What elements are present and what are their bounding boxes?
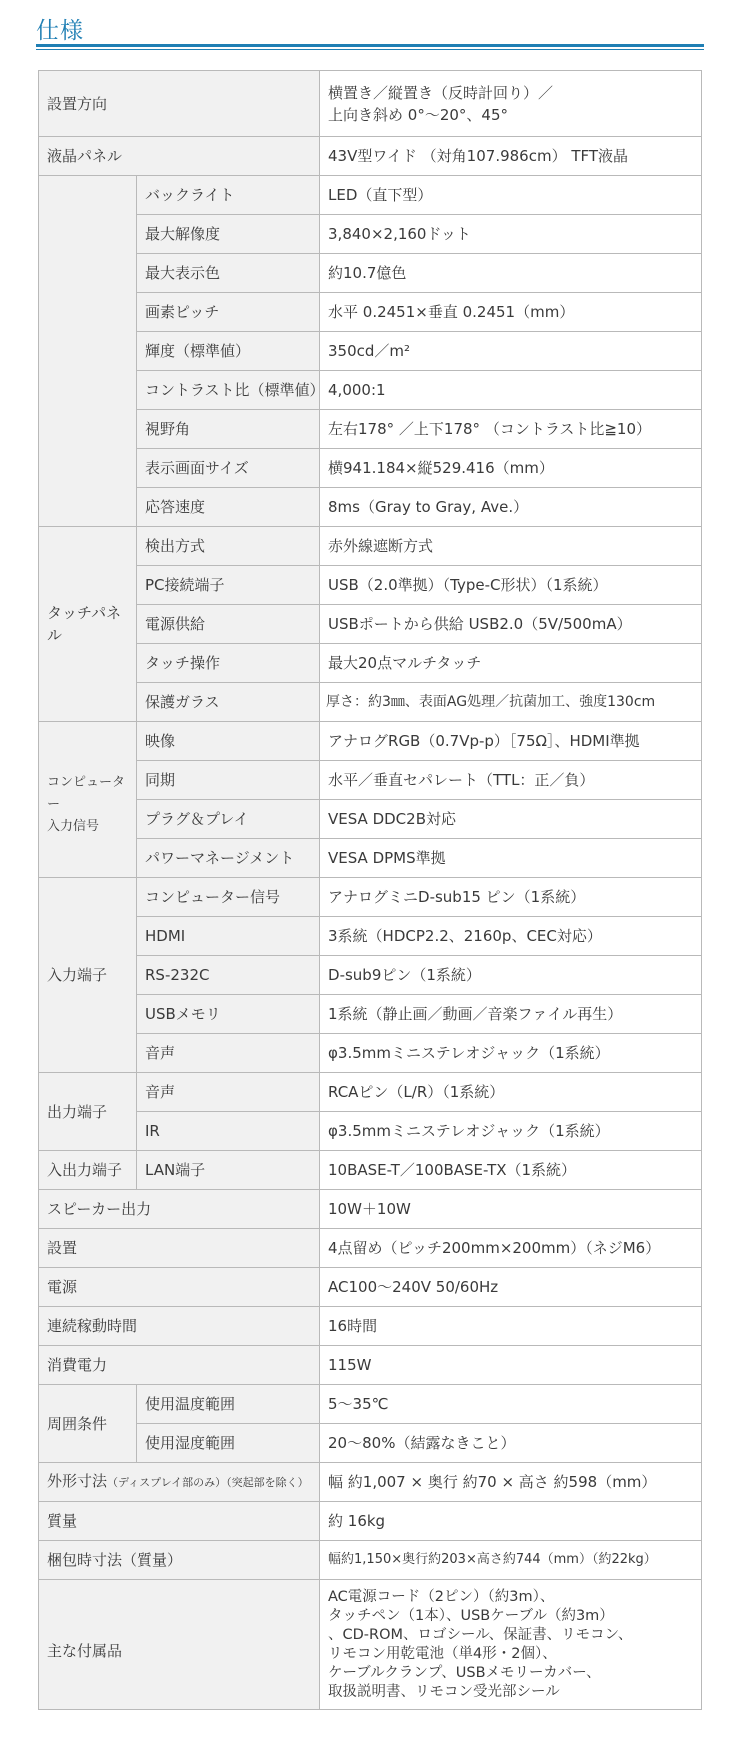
table-row — [39, 332, 702, 371]
row-label: 設置方向 — [39, 71, 320, 137]
table-row — [39, 605, 702, 644]
row-value: 4点留め（ピッチ200mm×200mm）（ネジM6） — [320, 1229, 702, 1268]
row-value: φ3.5mmミニステレオジャック（1系統） — [320, 1034, 702, 1073]
row-label: 質量 — [39, 1502, 320, 1541]
row-label: 消費電力 — [39, 1346, 320, 1385]
table-row — [39, 71, 702, 137]
row-value: D-sub9ピン（1系統） — [320, 956, 702, 995]
row-value: AC100〜240V 50/60Hz — [320, 1268, 702, 1307]
group-label: コンピューター 入力信号 — [39, 722, 137, 878]
table-row — [39, 1268, 702, 1307]
group-label-spacer — [39, 176, 137, 527]
row-value: 最大20点マルチタッチ — [320, 644, 702, 683]
row-value: 約 16kg — [320, 1502, 702, 1541]
table-row — [39, 956, 702, 995]
table-row — [39, 488, 702, 527]
table-row — [39, 722, 702, 761]
row-value: 16時間 — [320, 1307, 702, 1346]
sub-label: 視野角 — [137, 410, 320, 449]
row-value: 赤外線遮断方式 — [320, 527, 702, 566]
table-row — [39, 1307, 702, 1346]
table-row — [39, 644, 702, 683]
table-row — [39, 1424, 702, 1463]
table-row — [39, 137, 702, 176]
group-label: タッチパネル — [39, 527, 137, 722]
sub-label: 音声 — [137, 1034, 320, 1073]
title-underline-thin — [36, 49, 704, 50]
row-value: 左右178° ／上下178° （コントラスト比≧10） — [320, 410, 702, 449]
row-label: 連続稼動時間 — [39, 1307, 320, 1346]
row-value: 20〜80%（結露なきこと） — [320, 1424, 702, 1463]
sub-label: 使用湿度範囲 — [137, 1424, 320, 1463]
table-row — [39, 1346, 702, 1385]
row-label: 電源 — [39, 1268, 320, 1307]
table-row — [39, 1463, 702, 1502]
row-label: 液晶パネル — [39, 137, 320, 176]
table-row — [39, 800, 702, 839]
spec-table — [38, 70, 702, 1710]
sub-label: コントラスト比（標準値） — [137, 371, 320, 410]
sub-label: 音声 — [137, 1073, 320, 1112]
row-value: 3,840×2,160ドット — [320, 215, 702, 254]
group-label: 周囲条件 — [39, 1385, 137, 1463]
sub-label: IR — [137, 1112, 320, 1151]
sub-label: 応答速度 — [137, 488, 320, 527]
row-value: 1系統（静止画／動画／音楽ファイル再生） — [320, 995, 702, 1034]
sub-label: 検出方式 — [137, 527, 320, 566]
sub-label: HDMI — [137, 917, 320, 956]
table-row — [39, 293, 702, 332]
row-value: 8ms（Gray to Gray, Ave.） — [320, 488, 702, 527]
sub-label: 映像 — [137, 722, 320, 761]
table-row — [39, 566, 702, 605]
table-row — [39, 1580, 702, 1710]
row-value: アナログRGB（0.7Vp-p）［75Ω］、HDMI準拠 — [320, 722, 702, 761]
row-value: USB（2.0準拠）（Type-C形状）（1系統） — [320, 566, 702, 605]
row-value: 水平 0.2451×垂直 0.2451（mm） — [320, 293, 702, 332]
row-value: 10W＋10W — [320, 1190, 702, 1229]
sub-label: コンピューター信号 — [137, 878, 320, 917]
sub-label: 電源供給 — [137, 605, 320, 644]
row-value: RCAピン（L/R）（1系統） — [320, 1073, 702, 1112]
dimensions-note: （ディスプレイ部のみ）（突起部を除く） — [107, 1476, 309, 1489]
sub-label: PC接続端子 — [137, 566, 320, 605]
row-value: 3系統（HDCP2.2、2160p、CEC対応） — [320, 917, 702, 956]
row-value: VESA DDC2B対応 — [320, 800, 702, 839]
row-value: 横941.184×縦529.416（mm） — [320, 449, 702, 488]
row-value: 350cd／m² — [320, 332, 702, 371]
row-label — [39, 1463, 320, 1502]
table-row — [39, 1073, 702, 1112]
sub-label: 輝度（標準値） — [137, 332, 320, 371]
sub-label: RS-232C — [137, 956, 320, 995]
table-row — [39, 410, 702, 449]
table-row — [39, 1502, 702, 1541]
row-value: 43V型ワイド （対角107.986cm） TFT液晶 — [320, 137, 702, 176]
sub-label: USBメモリ — [137, 995, 320, 1034]
row-value: 5〜35℃ — [320, 1385, 702, 1424]
table-row — [39, 1151, 702, 1190]
sub-label: バックライト — [137, 176, 320, 215]
table-row — [39, 878, 702, 917]
row-value: 4,000:1 — [320, 371, 702, 410]
sub-label: 保護ガラス — [137, 683, 320, 722]
table-row — [39, 254, 702, 293]
row-value: 厚さ：約3㎜、表面AG処理／抗菌加工、強度130cm — [320, 683, 702, 722]
row-label: 梱包時寸法（質量） — [39, 1541, 320, 1580]
table-row — [39, 683, 702, 722]
row-value: LED（直下型） — [320, 176, 702, 215]
row-value: アナログミニD-sub15 ピン（1系統） — [320, 878, 702, 917]
sub-label: プラグ＆プレイ — [137, 800, 320, 839]
row-value: VESA DPMS準拠 — [320, 839, 702, 878]
table-row — [39, 176, 702, 215]
table-row — [39, 1112, 702, 1151]
dimensions-label: 外形寸法 — [47, 1472, 108, 1490]
row-value: 10BASE-T／100BASE-TX（1系統） — [320, 1151, 702, 1190]
sub-label: タッチ操作 — [137, 644, 320, 683]
table-row — [39, 1190, 702, 1229]
table-row — [39, 917, 702, 956]
table-row — [39, 1034, 702, 1073]
table-row — [39, 527, 702, 566]
row-label: 設置 — [39, 1229, 320, 1268]
page-title: 仕様 — [36, 18, 84, 44]
table-row — [39, 995, 702, 1034]
sub-label: 最大表示色 — [137, 254, 320, 293]
row-value: 約10.7億色 — [320, 254, 702, 293]
sub-label: 画素ピッチ — [137, 293, 320, 332]
sub-label: 表示画面サイズ — [137, 449, 320, 488]
row-label: スピーカー出力 — [39, 1190, 320, 1229]
sub-label: 最大解像度 — [137, 215, 320, 254]
row-value: 幅約1,150×奥行約203×高さ約744（mm）（約22kg） — [320, 1541, 702, 1580]
table-row — [39, 1229, 702, 1268]
row-value: 幅 約1,007 × 奥行 約70 × 高さ 約598（mm） — [320, 1463, 702, 1502]
group-label: 入出力端子 — [39, 1151, 137, 1190]
table-row — [39, 839, 702, 878]
sub-label: LAN端子 — [137, 1151, 320, 1190]
row-label: 主な付属品 — [39, 1580, 320, 1710]
group-label: 入力端子 — [39, 878, 137, 1073]
table-row — [39, 371, 702, 410]
sub-label: パワーマネージメント — [137, 839, 320, 878]
table-row — [39, 1385, 702, 1424]
table-row — [39, 449, 702, 488]
row-value: 115W — [320, 1346, 702, 1385]
table-row — [39, 761, 702, 800]
table-row — [39, 215, 702, 254]
row-value: 水平／垂直セパレート（TTL：正／負） — [320, 761, 702, 800]
group-label: 出力端子 — [39, 1073, 137, 1151]
row-value: 横置き／縦置き（反時計回り）／ 上向き斜め 0°〜20°、45° — [320, 71, 702, 137]
row-value: φ3.5mmミニステレオジャック（1系統） — [320, 1112, 702, 1151]
title-underline — [36, 44, 704, 47]
sub-label: 同期 — [137, 761, 320, 800]
table-row — [39, 1541, 702, 1580]
row-value: AC電源コード（2ピン）（約3m）、 タッチペン（1本）、USBケーブル（約3m） 、CD-ROM、ロゴシール、保証書、リモコン、 リモコン用乾電池（単4形・2個）、 ケーブルクランプ、USBメモリーカバー、 取扱説明書、リモコン受光部シール — [320, 1580, 702, 1710]
row-value: USBポートから供給 USB2.0（5V/500mA） — [320, 605, 702, 644]
sub-label: 使用温度範囲 — [137, 1385, 320, 1424]
